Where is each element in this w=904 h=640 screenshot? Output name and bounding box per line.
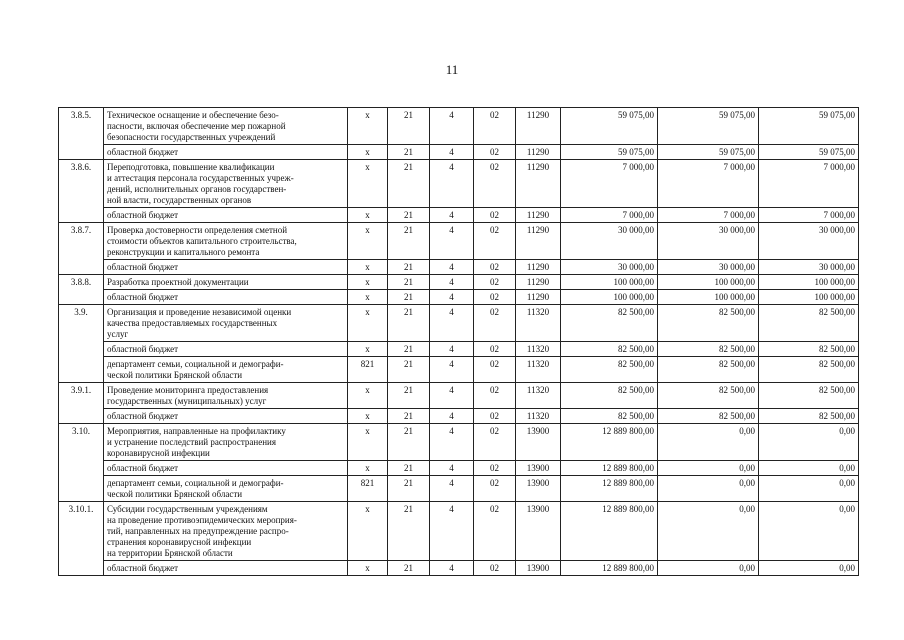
row-amount-year1: 82 500,00	[561, 305, 658, 342]
row-code-grbs: х	[348, 260, 388, 275]
row-code-program: 21	[388, 145, 430, 160]
row-code-grbs: х	[348, 383, 388, 409]
table-row	[59, 357, 859, 383]
row-code-event: 02	[474, 357, 516, 383]
row-amount-year2: 7 000,00	[658, 208, 759, 223]
row-number: 3.8.5.	[59, 108, 104, 160]
row-number: 3.8.6.	[59, 160, 104, 223]
table-row	[59, 305, 859, 342]
row-code-direction: 11320	[516, 383, 561, 409]
row-code-direction: 11290	[516, 208, 561, 223]
row-code-event: 02	[474, 208, 516, 223]
row-code-event: 02	[474, 424, 516, 461]
row-description: Переподготовка, повышение квалификации и аттестация персонала государственных учреж- дений, исполнительных органов государствен- ной власти, государственных органов	[104, 160, 348, 208]
row-code-subprogram: 4	[430, 476, 474, 502]
row-amount-year1: 12 889 800,00	[561, 502, 658, 561]
row-code-subprogram: 4	[430, 383, 474, 409]
row-code-grbs: х	[348, 275, 388, 290]
row-amount-year2: 30 000,00	[658, 223, 759, 260]
table-row	[59, 223, 859, 260]
row-code-direction: 13900	[516, 461, 561, 476]
row-amount-year2: 100 000,00	[658, 275, 759, 290]
row-code-subprogram: 4	[430, 305, 474, 342]
row-amount-year3: 59 075,00	[759, 108, 859, 145]
row-code-event: 02	[474, 275, 516, 290]
row-code-direction: 11290	[516, 145, 561, 160]
row-amount-year1: 7 000,00	[561, 160, 658, 208]
row-code-program: 21	[388, 260, 430, 275]
row-description: Мероприятия, направленные на профилактику и устранение последствий распространения коронавирусной инфекции	[104, 424, 348, 461]
row-code-subprogram: 4	[430, 409, 474, 424]
row-code-subprogram: 4	[430, 260, 474, 275]
row-code-program: 21	[388, 476, 430, 502]
row-code-direction: 11290	[516, 260, 561, 275]
table-row	[59, 424, 859, 461]
row-amount-year1: 82 500,00	[561, 409, 658, 424]
row-code-grbs: х	[348, 160, 388, 208]
row-amount-year1: 100 000,00	[561, 275, 658, 290]
table-row	[59, 383, 859, 409]
row-code-subprogram: 4	[430, 160, 474, 208]
row-description: областной бюджет	[104, 208, 348, 223]
row-code-event: 02	[474, 145, 516, 160]
row-code-subprogram: 4	[430, 145, 474, 160]
row-description: Субсидии государственным учреждениям на проведение противоэпидемических мероприя- тий, направленных на предупреждение распро- странения коронавирусной инфекции на территории Брянской области	[104, 502, 348, 561]
table-row	[59, 260, 859, 275]
row-amount-year3: 82 500,00	[759, 305, 859, 342]
row-code-event: 02	[474, 108, 516, 145]
row-code-program: 21	[388, 108, 430, 145]
row-code-grbs: 821	[348, 357, 388, 383]
row-code-grbs: х	[348, 502, 388, 561]
row-code-subprogram: 4	[430, 357, 474, 383]
row-code-event: 02	[474, 409, 516, 424]
row-description: департамент семьи, социальной и демографи- ческой политики Брянской области	[104, 476, 348, 502]
row-number: 3.9.1.	[59, 383, 104, 424]
row-amount-year2: 59 075,00	[658, 108, 759, 145]
table-row	[59, 409, 859, 424]
row-amount-year3: 82 500,00	[759, 383, 859, 409]
row-code-direction: 11320	[516, 305, 561, 342]
row-amount-year2: 82 500,00	[658, 342, 759, 357]
row-code-grbs: х	[348, 290, 388, 305]
row-code-direction: 13900	[516, 502, 561, 561]
row-amount-year2: 0,00	[658, 561, 759, 576]
table-row	[59, 342, 859, 357]
row-code-program: 21	[388, 409, 430, 424]
row-amount-year2: 0,00	[658, 476, 759, 502]
row-code-event: 02	[474, 290, 516, 305]
row-amount-year3: 82 500,00	[759, 357, 859, 383]
row-description: областной бюджет	[104, 260, 348, 275]
row-code-grbs: х	[348, 108, 388, 145]
table-row	[59, 502, 859, 561]
row-amount-year3: 100 000,00	[759, 290, 859, 305]
row-code-grbs: х	[348, 305, 388, 342]
row-code-subprogram: 4	[430, 108, 474, 145]
row-amount-year2: 82 500,00	[658, 305, 759, 342]
row-amount-year1: 30 000,00	[561, 223, 658, 260]
row-amount-year3: 7 000,00	[759, 208, 859, 223]
row-code-program: 21	[388, 561, 430, 576]
row-code-direction: 11320	[516, 342, 561, 357]
row-number: 3.10.1.	[59, 502, 104, 576]
row-amount-year1: 59 075,00	[561, 145, 658, 160]
row-code-program: 21	[388, 290, 430, 305]
row-code-subprogram: 4	[430, 290, 474, 305]
row-code-program: 21	[388, 383, 430, 409]
row-description: областной бюджет	[104, 461, 348, 476]
row-description: областной бюджет	[104, 561, 348, 576]
row-amount-year3: 82 500,00	[759, 409, 859, 424]
row-code-program: 21	[388, 342, 430, 357]
row-amount-year2: 100 000,00	[658, 290, 759, 305]
row-amount-year1: 7 000,00	[561, 208, 658, 223]
row-code-program: 21	[388, 424, 430, 461]
row-code-subprogram: 4	[430, 275, 474, 290]
row-description: областной бюджет	[104, 409, 348, 424]
row-code-direction: 13900	[516, 561, 561, 576]
row-amount-year2: 82 500,00	[658, 409, 759, 424]
row-code-event: 02	[474, 476, 516, 502]
row-amount-year1: 82 500,00	[561, 357, 658, 383]
row-amount-year3: 100 000,00	[759, 275, 859, 290]
row-number: 3.8.7.	[59, 223, 104, 275]
row-code-direction: 13900	[516, 476, 561, 502]
row-code-program: 21	[388, 305, 430, 342]
row-amount-year3: 0,00	[759, 461, 859, 476]
row-amount-year2: 7 000,00	[658, 160, 759, 208]
row-amount-year3: 30 000,00	[759, 260, 859, 275]
table-body	[59, 108, 859, 576]
budget-table	[58, 107, 859, 576]
row-code-direction: 11290	[516, 160, 561, 208]
row-code-grbs: х	[348, 342, 388, 357]
row-code-direction: 11320	[516, 357, 561, 383]
row-amount-year1: 12 889 800,00	[561, 476, 658, 502]
table-row	[59, 461, 859, 476]
row-amount-year3: 30 000,00	[759, 223, 859, 260]
row-description: областной бюджет	[104, 342, 348, 357]
row-code-subprogram: 4	[430, 208, 474, 223]
row-description: Разработка проектной документации	[104, 275, 348, 290]
table-row	[59, 145, 859, 160]
row-code-grbs: х	[348, 461, 388, 476]
page-number: 11	[445, 62, 459, 77]
row-description: областной бюджет	[104, 145, 348, 160]
row-code-direction: 13900	[516, 424, 561, 461]
row-description: Техническое оснащение и обеспечение безо- пасности, включая обеспечение мер пожарной безопасности государственных учреждений	[104, 108, 348, 145]
row-code-subprogram: 4	[430, 342, 474, 357]
row-code-program: 21	[388, 208, 430, 223]
row-amount-year3: 82 500,00	[759, 342, 859, 357]
row-code-direction: 11290	[516, 108, 561, 145]
row-code-grbs: х	[348, 145, 388, 160]
row-amount-year2: 0,00	[658, 424, 759, 461]
table-row	[59, 290, 859, 305]
row-description: Организация и проведение независимой оценки качества предоставляемых государственных услуг	[104, 305, 348, 342]
row-amount-year3: 59 075,00	[759, 145, 859, 160]
row-amount-year1: 82 500,00	[561, 342, 658, 357]
row-amount-year2: 82 500,00	[658, 357, 759, 383]
row-code-event: 02	[474, 561, 516, 576]
row-amount-year2: 82 500,00	[658, 383, 759, 409]
row-description: Проверка достоверности определения сметной стоимости объектов капитального строительства, реконструкции и капитального ремонта	[104, 223, 348, 260]
row-code-program: 21	[388, 502, 430, 561]
row-number: 3.8.8.	[59, 275, 104, 305]
row-code-program: 21	[388, 357, 430, 383]
row-number: 3.10.	[59, 424, 104, 502]
row-code-event: 02	[474, 461, 516, 476]
row-amount-year2: 0,00	[658, 461, 759, 476]
row-code-subprogram: 4	[430, 223, 474, 260]
table-row	[59, 476, 859, 502]
table-row	[59, 561, 859, 576]
row-code-grbs: х	[348, 424, 388, 461]
row-code-direction: 11320	[516, 409, 561, 424]
row-code-program: 21	[388, 461, 430, 476]
row-code-grbs: х	[348, 208, 388, 223]
row-amount-year3: 0,00	[759, 502, 859, 561]
table-row	[59, 160, 859, 208]
row-code-program: 21	[388, 223, 430, 260]
row-code-event: 02	[474, 383, 516, 409]
row-amount-year1: 82 500,00	[561, 383, 658, 409]
row-code-program: 21	[388, 160, 430, 208]
row-amount-year3: 0,00	[759, 476, 859, 502]
table-row	[59, 108, 859, 145]
row-code-grbs: х	[348, 223, 388, 260]
row-amount-year1: 30 000,00	[561, 260, 658, 275]
row-amount-year3: 7 000,00	[759, 160, 859, 208]
row-code-subprogram: 4	[430, 461, 474, 476]
row-code-direction: 11290	[516, 290, 561, 305]
row-amount-year1: 12 889 800,00	[561, 424, 658, 461]
row-amount-year2: 30 000,00	[658, 260, 759, 275]
row-amount-year3: 0,00	[759, 561, 859, 576]
row-code-subprogram: 4	[430, 502, 474, 561]
row-code-program: 21	[388, 275, 430, 290]
row-code-grbs: 821	[348, 476, 388, 502]
row-description: областной бюджет	[104, 290, 348, 305]
row-description: Проведение мониторинга предоставления государственных (муниципальных) услуг	[104, 383, 348, 409]
row-amount-year2: 0,00	[658, 502, 759, 561]
row-code-grbs: х	[348, 409, 388, 424]
row-code-event: 02	[474, 502, 516, 561]
row-code-grbs: х	[348, 561, 388, 576]
row-code-direction: 11290	[516, 223, 561, 260]
row-amount-year1: 59 075,00	[561, 108, 658, 145]
row-code-subprogram: 4	[430, 561, 474, 576]
row-description: департамент семьи, социальной и демографи- ческой политики Брянской области	[104, 357, 348, 383]
table-row	[59, 208, 859, 223]
row-amount-year1: 12 889 800,00	[561, 461, 658, 476]
table-row	[59, 275, 859, 290]
row-amount-year2: 59 075,00	[658, 145, 759, 160]
row-code-subprogram: 4	[430, 424, 474, 461]
row-code-event: 02	[474, 305, 516, 342]
row-amount-year1: 100 000,00	[561, 290, 658, 305]
row-code-event: 02	[474, 160, 516, 208]
row-code-event: 02	[474, 342, 516, 357]
row-amount-year1: 12 889 800,00	[561, 561, 658, 576]
row-code-event: 02	[474, 260, 516, 275]
row-code-event: 02	[474, 223, 516, 260]
row-code-direction: 11290	[516, 275, 561, 290]
row-amount-year3: 0,00	[759, 424, 859, 461]
row-number: 3.9.	[59, 305, 104, 383]
